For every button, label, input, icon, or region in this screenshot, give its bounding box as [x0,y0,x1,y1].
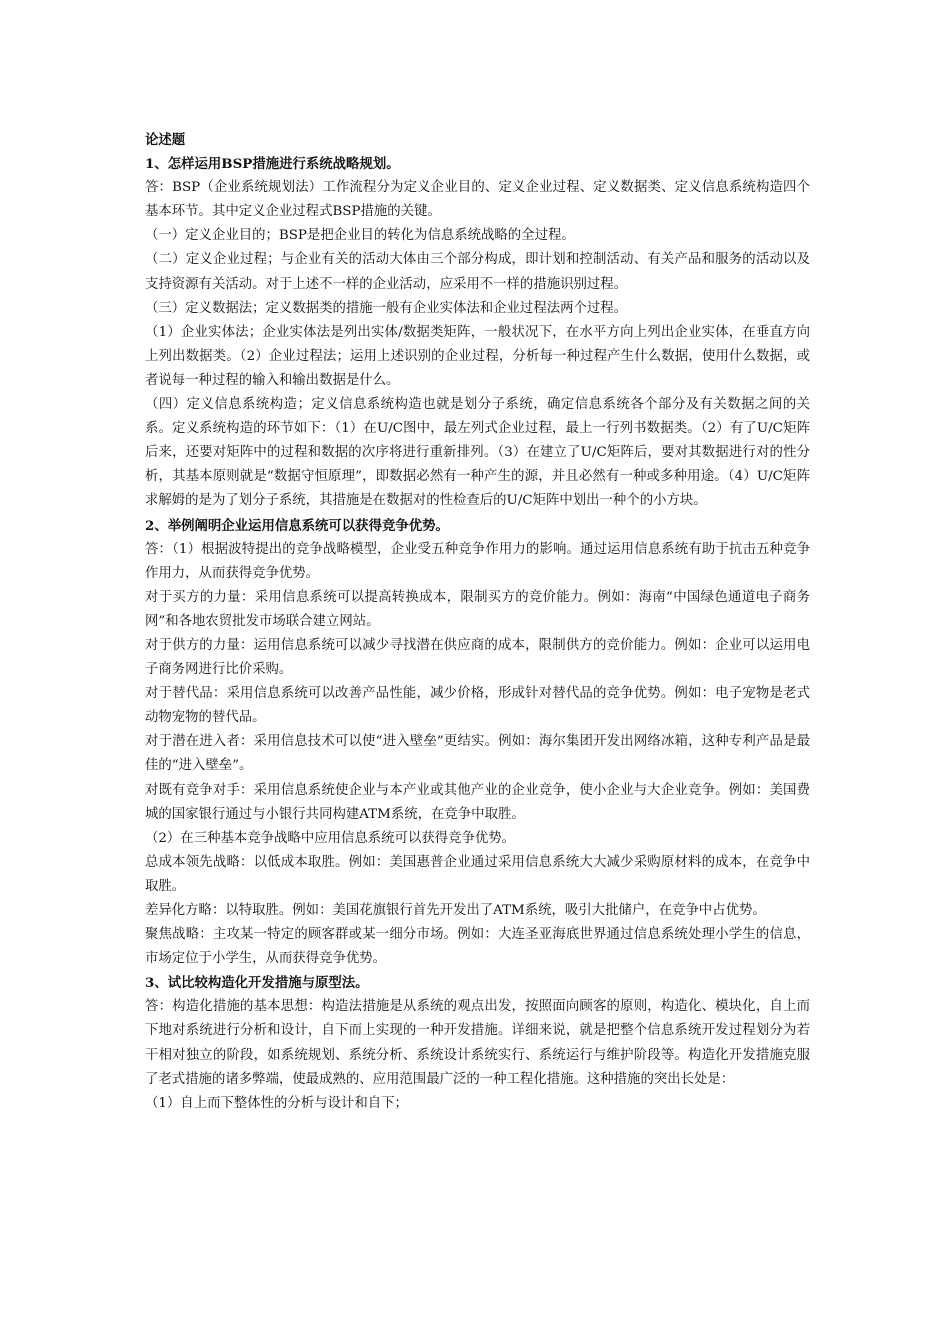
question-1-paragraph: （四）定义信息系统构造；定义信息系统构造也就是划分子系统，确定信息系统各个部分及有关数据之间的关系。定义系统构造的环节如下：（1）在U/C图中，最左列式企业过程，最上一行列书数据类。（2）有了U/C矩阵后来，还要对矩阵中的过程和数据的次序将进行重新排列。（3）在建立了U/C矩阵后，要对其数据进行对的性分析，其基本原则就是“数据守恒原理”，即数据必然有一种产生的源，并且必然有一种或多种用途。（4）U/C矩阵求解姆的是为了划分子系统，其措施是在数据对的性检查后的U/C矩阵中划出一种个的小方块。 [145,397,810,509]
question-1-answer-intro: 答：BSP（企业系统规划法）工作流程分为定义企业目的、定义企业过程、定义数据类、定义信息系统构造四个基本环节。其中定义企业过程式BSP措施的关键。 [145,180,810,220]
question-2-paragraph: 对于潜在进入者：采用信息技术可以使“进入壁垒”更结实。例如：海尔集团开发出网络冰箱，这种专利产品是最佳的“进入壁垒”。 [145,734,810,774]
question-2-paragraph: 对于买方的力量：采用信息系统可以提高转换成本，限制买方的竞价能力。例如：海南“中国绿色通道电子商务网”和各地农贸批发市场联合建立网站。 [145,589,810,629]
question-2-paragraph: 聚焦战略：主攻某一特定的顾客群或某一细分市场。例如：大连圣亚海底世界通过信息系统处理小学生的信息，市场定位于小学生，从而获得竞争优势。 [145,927,810,967]
question-3-answer-intro: 答：构造化措施的基本思想：构造法措施是从系统的观点出发，按照面向顾客的原则，构造化、模块化，自上而下地对系统进行分析和设计，自下而上实现的一种开发措施。详细来说，就是把整个信息系统开发过程划分为若干相对独立的阶段，如系统规划、系统分析、系统设计系统实行、系统运行与维护阶段等。构造化开发措施克服了老式措施的诸多弊端，使最成熟的、应用范围最广泛的一种工程化措施。这种措施的突出长处是： [145,999,810,1087]
document-page [145,128,810,1116]
question-2-paragraph: 对既有竞争对手：采用信息系统使企业与本产业或其他产业的企业竞争，使小企业与大企业竞争。例如：美国费城的国家银行通过与小银行共同构建ATM系统，在竞争中取胜。 [145,782,810,822]
section-title: 论述题 [145,132,186,148]
question-1-heading: 1、怎样运用BSP措施进行系统战略规划。 [145,156,400,173]
question-2-paragraph: 总成本领先战略：以低成本取胜。例如：美国惠普企业通过采用信息系统大大减少采购原材料的成本，在竞争中取胜。 [145,854,810,894]
question-1-paragraph: （二）定义企业过程；与企业有关的活动大体由三个部分构成，即计划和控制活动、有关产品和服务的活动以及支持资源有关活动。对于上述不一样的企业活动，应采用不一样的措施识别过程。 [145,252,810,292]
question-2-paragraph: 差异化方略：以特取胜。例如：美国花旗银行首先开发出了ATM系统，吸引大批储户，在竞争中占优势。 [145,903,766,918]
question-2-paragraph: 对于替代品：采用信息系统可以改善产品性能，减少价格，形成针对替代品的竞争优势。例如：电子宠物是老式动物宠物的替代品。 [145,686,810,726]
question-2-answer-intro: 答：（1）根据波特提出的竞争战略模型，企业受五种竞争作用力的影响。通过运用信息系统有助于抗击五种竞争作用力，从而获得竞争优势。 [145,541,810,581]
question-3-paragraph: （1）自上而下整体性的分析与设计和自下； [145,1095,408,1111]
question-1-paragraph: （一）定义企业目的；BSP是把企业目的转化为信息系统战略的全过程。 [145,228,575,244]
question-1-paragraph: （三）定义数据法；定义数据类的措施一般有企业实体法和企业过程法两个过程。 [145,300,628,316]
question-2-heading: 2、举例阐明企业运用信息系统可以获得竞争优势。 [145,517,449,534]
question-1-paragraph: （1）企业实体法；企业实体法是列出实体/数据类矩阵，一般状况下，在水平方向上列出企业实体，在垂直方向上列出数据类。（2）企业过程法；运用上述识别的企业过程，分析每一种过程产生什么数据，使用什么数据，或者说每一种过程的输入和输出数据是什么。 [145,324,810,388]
question-2-paragraph: 对于供方的力量：运用信息系统可以减少寻找潜在供应商的成本，限制供方的竞价能力。例如：企业可以运用电子商务网进行比价采购。 [145,637,810,678]
question-3-heading: 3、试比较构造化开发措施与原型法。 [145,975,369,992]
question-2-paragraph: （2）在三种基本竞争战略中应用信息系统可以获得竞争优势。 [145,830,516,846]
